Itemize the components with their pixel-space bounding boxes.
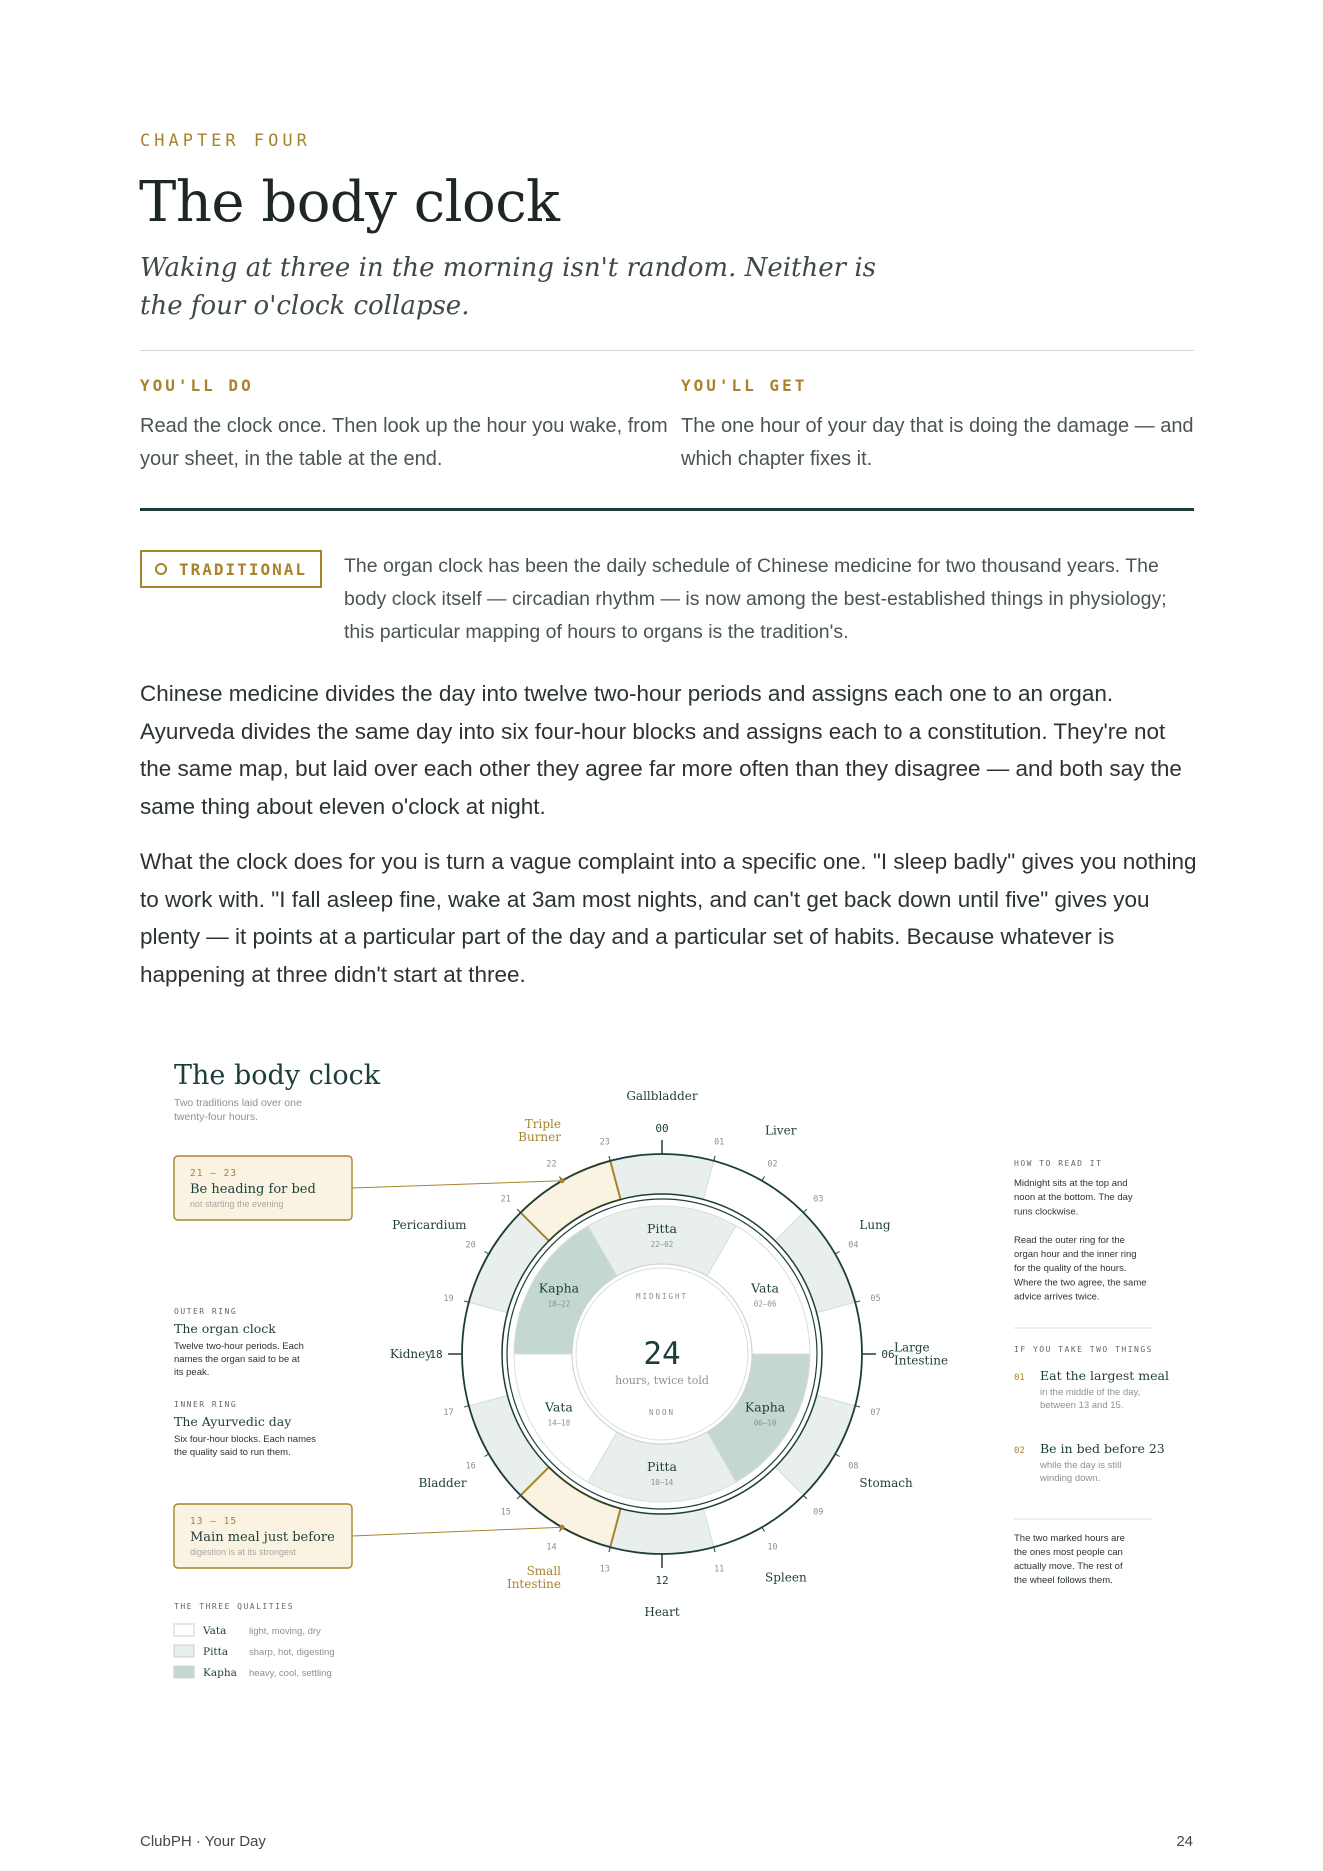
organ-label: Pericardium [392, 1218, 467, 1232]
legend-text: names the organ said to be at [174, 1354, 300, 1365]
dosha-label: Pitta [647, 1221, 677, 1236]
hour-tick [464, 1301, 469, 1302]
hour-tick [762, 1527, 765, 1531]
organ-label: Triple [524, 1117, 561, 1132]
hour-label: 03 [813, 1194, 824, 1205]
hour-tick [803, 1209, 807, 1213]
body-paragraph: What the clock does for you is turn a vague complaint into a specific one. "I sleep badly" gives you nothing to work with. "I fall asleep fine, wake at 3am most nights, and can't get back down until five" gives you plenty — it points at a particular part of the day and a particular set of habits. Because whatever is happening at three didn't start at three. [140, 849, 1197, 987]
footer-brand: ClubPH · Your Day [140, 1833, 266, 1850]
qualities-label: THE THREE QUALITIES [174, 1602, 295, 1611]
hour-tick [517, 1495, 521, 1499]
quality-swatch [174, 1624, 194, 1636]
hour-label: 21 [500, 1194, 511, 1205]
page-subtitle: Waking at three in the morning isn't random. Neither is the four o'clock collapse. [140, 253, 876, 321]
how-to-read-text: organ hour and the inner ring [1014, 1249, 1137, 1260]
organ-label: Heart [644, 1605, 680, 1619]
hour-tick [464, 1406, 469, 1407]
two-things-text: while the day is still [1040, 1460, 1122, 1471]
legend-text: its peak. [174, 1367, 210, 1378]
body-paragraph: Chinese medicine divides the day into twelve two-hour periods and assigns each one to an organ. Ayurveda divides the same day into six four-hour blocks and assigns each to a constitution. They're not the same map, but laid over each other they agree far more often than they disagree — and both say the same thing about eleven o'clock at night. [140, 681, 1182, 819]
callout-title: Main meal just before [190, 1530, 335, 1545]
callout-title: Be heading for bed [190, 1182, 316, 1197]
organ-label: Spleen [765, 1570, 807, 1585]
two-things-text: in the middle of the day, [1040, 1387, 1141, 1398]
hour-tick [835, 1252, 839, 1255]
hour-label: 08 [848, 1461, 859, 1472]
hour-label: 22 [546, 1159, 557, 1170]
dosha-label: Kapha [744, 1399, 786, 1415]
callout-dot [560, 1525, 565, 1530]
callout-dot [560, 1178, 565, 1183]
youll-get-text: The one hour of your day that is doing the damage — and which chapter fixes it. [681, 415, 1194, 470]
dosha-label: Pitta [647, 1459, 677, 1474]
chapter-label: CHAPTER FOUR [140, 131, 311, 151]
organ-label: Bladder [418, 1476, 467, 1490]
dosha-label: Kapha [538, 1280, 580, 1296]
dosha-range: 22–02 [650, 1240, 674, 1249]
organ-label: Stomach [859, 1476, 913, 1490]
quality-name: Vata [203, 1625, 227, 1637]
figure-subtitle: Two traditions laid over one [174, 1097, 302, 1109]
hour-label: 02 [767, 1159, 778, 1170]
body-clock-figure [0, 1040, 1323, 1740]
hour-tick [855, 1406, 860, 1407]
center-caption: hours, twice told [615, 1374, 709, 1387]
organ-label: Small [526, 1563, 561, 1578]
quality-name: Kapha [203, 1667, 237, 1679]
dosha-label: Vata [545, 1399, 573, 1415]
hour-label: 11 [714, 1564, 725, 1575]
circle-icon [155, 563, 167, 575]
closing-text: The two marked hours are [1014, 1533, 1125, 1544]
youll-do-label: YOU'LL DO [140, 376, 254, 395]
dosha-range: 02–06 [753, 1299, 777, 1309]
dosha-range: 10–14 [650, 1478, 674, 1487]
hour-tick [714, 1547, 715, 1552]
organ-label: Intestine [894, 1353, 949, 1368]
hour-label: 13 [599, 1564, 610, 1575]
divider [140, 350, 1194, 351]
organ-label: Burner [518, 1130, 561, 1145]
dosha-label: Vata [751, 1280, 779, 1296]
legend-label: OUTER RING [174, 1307, 238, 1316]
page-title: The body clock [139, 170, 560, 235]
closing-text: the ones most people can [1014, 1547, 1123, 1558]
dosha-range: 06–10 [753, 1418, 777, 1428]
hour-label: 20 [465, 1240, 476, 1251]
hour-label: 06 [881, 1348, 895, 1361]
callout-range: 13 — 15 [190, 1516, 238, 1527]
how-to-read-text: for the quality of the hours. [1014, 1263, 1127, 1275]
how-to-read-text: advice arrives twice. [1014, 1291, 1100, 1303]
badge-text: The organ clock has been the daily schedule of Chinese medicine for two thousand years. The body clock itself — circadian rhythm — is now among the best-established things in physiology; this particular mapping of hours to organs is the tradition's. [344, 555, 1167, 643]
hour-label: 09 [813, 1507, 824, 1518]
closing-text: the wheel follows them. [1014, 1575, 1113, 1586]
two-things-title: Eat the largest meal [1040, 1368, 1169, 1383]
youll-do-text: Read the clock once. Then look up the hour you wake, from your sheet, in the table at the end. [140, 415, 668, 470]
badge-label: TRADITIONAL [179, 559, 307, 579]
hour-label: 12 [655, 1574, 669, 1587]
two-things-number: 02 [1014, 1446, 1025, 1456]
two-things-text: winding down. [1040, 1473, 1101, 1484]
hour-tick [835, 1454, 839, 1457]
hour-label: 01 [714, 1137, 725, 1148]
two-things-text: between 13 and 15. [1040, 1400, 1124, 1411]
hour-tick [714, 1156, 715, 1161]
hour-tick [517, 1209, 521, 1213]
hour-label: 17 [443, 1408, 454, 1419]
hour-tick [484, 1252, 488, 1255]
hour-label: 00 [655, 1122, 669, 1135]
organ-label: Large [894, 1340, 930, 1355]
hour-label: 23 [599, 1137, 610, 1148]
how-to-read-text: Midnight sits at the top and [1014, 1178, 1128, 1189]
organ-label: Lung [859, 1218, 891, 1232]
hour-tick [484, 1454, 488, 1457]
noon-label: NOON [648, 1408, 676, 1417]
quality-swatch [174, 1645, 194, 1657]
organ-segment [462, 1302, 507, 1406]
organ-label: Gallbladder [626, 1089, 698, 1103]
legend-text: Twelve two-hour periods. Each [174, 1341, 304, 1352]
callout-note: digestion is at its strongest [190, 1547, 297, 1557]
two-things-label: IF YOU TAKE TWO THINGS [1014, 1345, 1153, 1354]
legend-text: Six four-hour blocks. Each names [174, 1434, 317, 1445]
callout-range: 21 — 23 [190, 1168, 238, 1179]
two-things-number: 01 [1014, 1373, 1025, 1383]
legend-text: the quality said to run them. [174, 1447, 291, 1458]
callout-note: not starting the evening [190, 1199, 284, 1209]
how-to-read-text: Read the outer ring for the [1014, 1234, 1125, 1246]
callout-leader [352, 1181, 562, 1188]
hour-label: 19 [443, 1293, 454, 1304]
callout-leader [352, 1527, 562, 1536]
figure-title: The body clock [174, 1060, 381, 1091]
hour-tick [803, 1495, 807, 1499]
organ-label: Kidney [389, 1347, 432, 1361]
how-to-read-label: HOW TO READ IT [1014, 1159, 1103, 1168]
quality-desc: sharp, hot, digesting [249, 1647, 335, 1658]
organ-label: Liver [765, 1123, 797, 1138]
hour-label: 14 [546, 1542, 557, 1553]
two-things-title: Be in bed before 23 [1040, 1441, 1165, 1456]
midnight-label: MIDNIGHT [635, 1292, 689, 1301]
quality-swatch [174, 1666, 194, 1678]
organ-segment [817, 1302, 862, 1406]
closing-text: actually move. The rest of [1014, 1561, 1123, 1572]
organ-segment [610, 1509, 714, 1554]
legend-title: The Ayurvedic day [174, 1414, 292, 1429]
dosha-range: 18–22 [547, 1299, 571, 1309]
legend-title: The organ clock [174, 1321, 276, 1336]
legend-label: INNER RING [174, 1400, 238, 1409]
dosha-range: 14–18 [547, 1418, 571, 1428]
figure-subtitle: twenty-four hours. [174, 1111, 259, 1123]
organ-segment [610, 1154, 714, 1199]
page-number: 24 [1176, 1833, 1193, 1850]
center-number: 24 [643, 1336, 681, 1372]
organ-label: Intestine [506, 1576, 561, 1591]
hour-label: 18 [429, 1348, 443, 1361]
hour-label: 05 [870, 1293, 881, 1304]
traditional-badge [140, 550, 322, 588]
section-divider [140, 508, 1194, 511]
how-to-read-text: Where the two agree, the same [1014, 1277, 1147, 1289]
quality-desc: heavy, cool, settling [249, 1668, 332, 1679]
how-to-read-text: runs clockwise. [1014, 1206, 1079, 1218]
quality-desc: light, moving, dry [249, 1626, 321, 1637]
hour-tick [855, 1301, 860, 1302]
hour-tick [762, 1176, 765, 1180]
hour-label: 16 [465, 1461, 476, 1472]
quality-name: Pitta [203, 1646, 229, 1658]
hour-label: 04 [848, 1240, 859, 1251]
how-to-read-text: noon at the bottom. The day [1014, 1192, 1133, 1204]
hour-label: 07 [870, 1408, 881, 1419]
hour-label: 15 [500, 1507, 511, 1518]
hour-label: 10 [767, 1542, 778, 1553]
youll-get-label: YOU'LL GET [681, 376, 808, 395]
